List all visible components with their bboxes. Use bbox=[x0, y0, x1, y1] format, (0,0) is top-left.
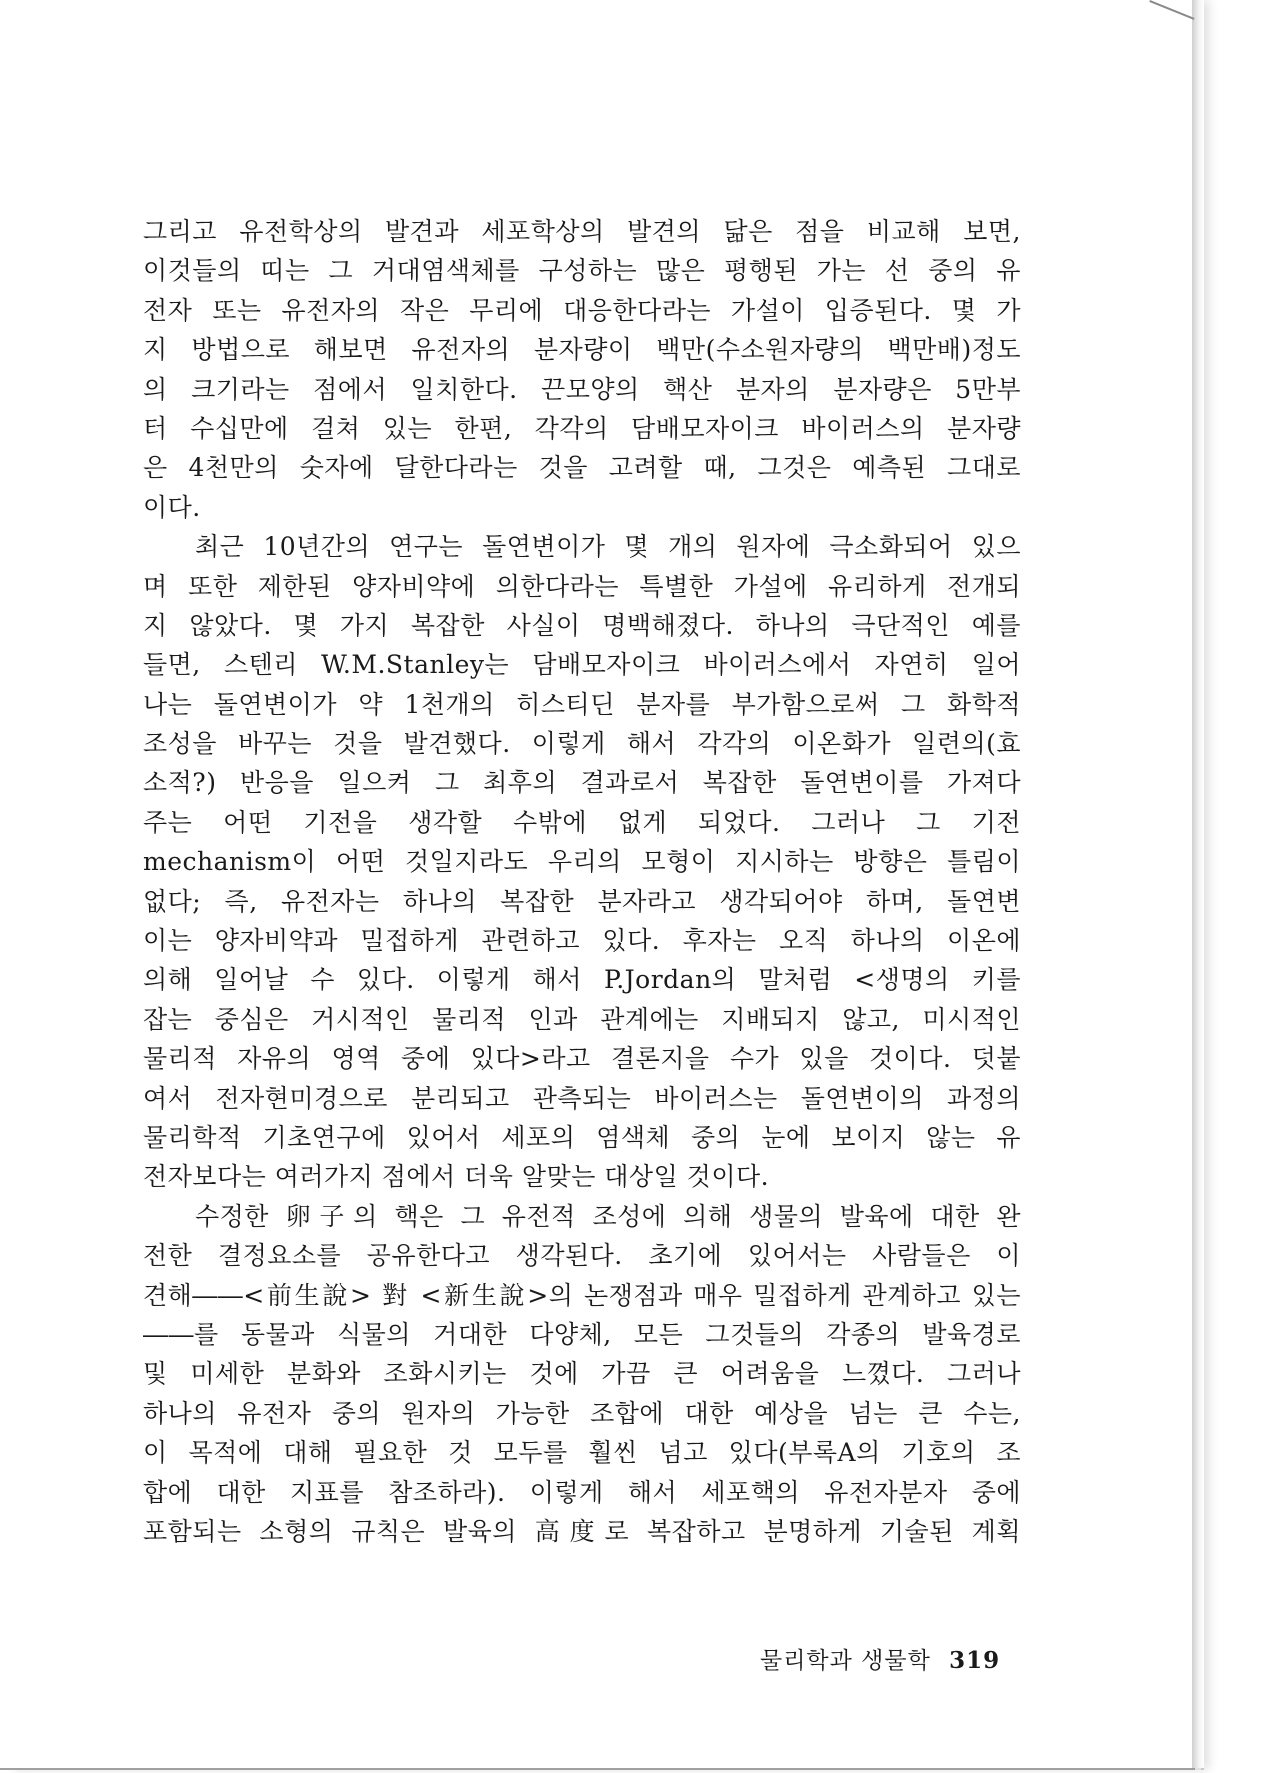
text-line: 조성을 바꾸는 것을 발견했다. 이렇게 해서 각각의 이온화가 일련의(효 bbox=[143, 729, 1021, 759]
text-line: 전자보다는 여러가지 점에서 더욱 알맞는 대상일 것이다. bbox=[143, 1162, 770, 1192]
text-line: 하나의 유전자 중의 원자의 가능한 조합에 대한 예상을 넘는 큰 수는, bbox=[143, 1398, 1021, 1428]
text-line: 물리적 자유의 영역 중에 있다>라고 결론지을 수가 있을 것이다. 덧붙 bbox=[143, 1044, 1021, 1074]
text-line: 전자 또는 유전자의 작은 무리에 대응한다라는 가설이 입증된다. 몇 가 bbox=[143, 295, 1021, 325]
text-line: 이 목적에 대해 필요한 것 모두를 훨씬 넘고 있다(부록A의 기호의 조 bbox=[143, 1438, 1021, 1468]
text-line: 및 미세한 분화와 조화시키는 것에 가끔 큰 어려움을 느꼈다. 그러나 bbox=[143, 1359, 1021, 1389]
text-line: 은 4천만의 숫자에 달한다라는 것을 고려할 때, 그것은 예측된 그대로 bbox=[143, 453, 1021, 483]
page-number: 319 bbox=[949, 1647, 1001, 1674]
text-line: 잡는 중심은 거시적인 물리적 인과 관계에는 지배되지 않고, 미시적인 bbox=[143, 1004, 1021, 1034]
text-line: 없다; 즉, 유전자는 하나의 복잡한 분자라고 생각되어야 하며, 돌연변 bbox=[143, 886, 1021, 916]
body-text bbox=[143, 212, 1021, 1551]
text-line: 터 수십만에 걸쳐 있는 한편, 각각의 담배모자이크 바이러스의 분자량 bbox=[143, 413, 1021, 443]
running-title: 물리학과 생물학 bbox=[760, 1648, 931, 1674]
text-line: 그리고 유전학상의 발견과 세포학상의 발견의 닮은 점을 비교해 보면, bbox=[143, 217, 1021, 246]
text-line: ――를 동물과 식물의 거대한 다양체, 모든 그것들의 각종의 발육경로 bbox=[143, 1319, 1021, 1349]
text-line: 들면, 스텐리 W.M.Stanley는 담배모자이크 바이러스에서 자연히 일어 bbox=[143, 650, 1021, 680]
paragraph-1 bbox=[143, 212, 1021, 527]
text-line: 지 방법으로 해보면 유전자의 분자량이 백만(수소원자량의 백만배)정도 bbox=[143, 335, 1021, 365]
text-line: 의 크기라는 점에서 일치한다. 끈모양의 핵산 분자의 분자량은 5만부 bbox=[143, 374, 1021, 404]
text-line: 소적?) 반응을 일으켜 그 최후의 결과로서 복잡한 돌연변이를 가져다 bbox=[143, 768, 1021, 798]
paragraph-2 bbox=[143, 527, 1021, 1197]
page-footer bbox=[760, 1642, 1000, 1675]
text-line: 이는 양자비약과 밀접하게 관련하고 있다. 후자는 오직 하나의 이온에 bbox=[143, 926, 1021, 956]
text-line: 수정한 卵子의 핵은 그 유전적 조성에 의해 생물의 발육에 대한 완 bbox=[195, 1201, 1021, 1231]
paragraph-3 bbox=[143, 1197, 1021, 1552]
text-line: 물리학적 기초연구에 있어서 세포의 염색체 중의 눈에 보이지 않는 유 bbox=[143, 1122, 1021, 1152]
text-line: 최근 10년간의 연구는 돌연변이가 몇 개의 원자에 극소화되어 있으 bbox=[195, 532, 1021, 562]
text-line: 여서 전자현미경으로 분리되고 관측되는 바이러스는 돌연변이의 과정의 bbox=[143, 1083, 1021, 1113]
text-line: 합에 대한 지표를 참조하라). 이렇게 해서 세포핵의 유전자분자 중에 bbox=[143, 1477, 1021, 1507]
text-line: 이다. bbox=[143, 492, 201, 522]
page-edge bbox=[1192, 0, 1204, 1768]
text-line: 지 않았다. 몇 가지 복잡한 사실이 명백해졌다. 하나의 극단적인 예를 bbox=[143, 610, 1021, 640]
text-line: 며 또한 제한된 양자비약에 의한다라는 특별한 가설에 유리하게 전개되 bbox=[143, 571, 1021, 601]
text-line: 의해 일어날 수 있다. 이렇게 해서 P.Jordan의 말처럼 <생명의 키를 bbox=[143, 965, 1021, 995]
text-line: 주는 어떤 기전을 생각할 수밖에 없게 되었다. 그러나 그 기전 bbox=[143, 807, 1021, 837]
text-line: 전한 결정요소를 공유한다고 생각된다. 초기에 있어서는 사람들은 이 bbox=[143, 1241, 1021, 1271]
text-line: 포함되는 소형의 규칙은 발육의 高度로 복잡하고 분명하게 기술된 계획 bbox=[143, 1516, 1021, 1546]
text-line: mechanism이 어떤 것일지라도 우리의 모형이 지시하는 방향은 틀림이 bbox=[143, 847, 1021, 877]
text-line: 이것들의 띠는 그 거대염색체를 구성하는 많은 평행된 가는 선 중의 유 bbox=[143, 256, 1021, 286]
text-line: 나는 돌연변이가 약 1천개의 히스티딘 분자를 부가함으로써 그 화학적 bbox=[143, 689, 1021, 719]
text-line: 견해――<前生說> 對 <新生說>의 논쟁점과 매우 밀접하게 관계하고 있는 bbox=[143, 1280, 1021, 1310]
